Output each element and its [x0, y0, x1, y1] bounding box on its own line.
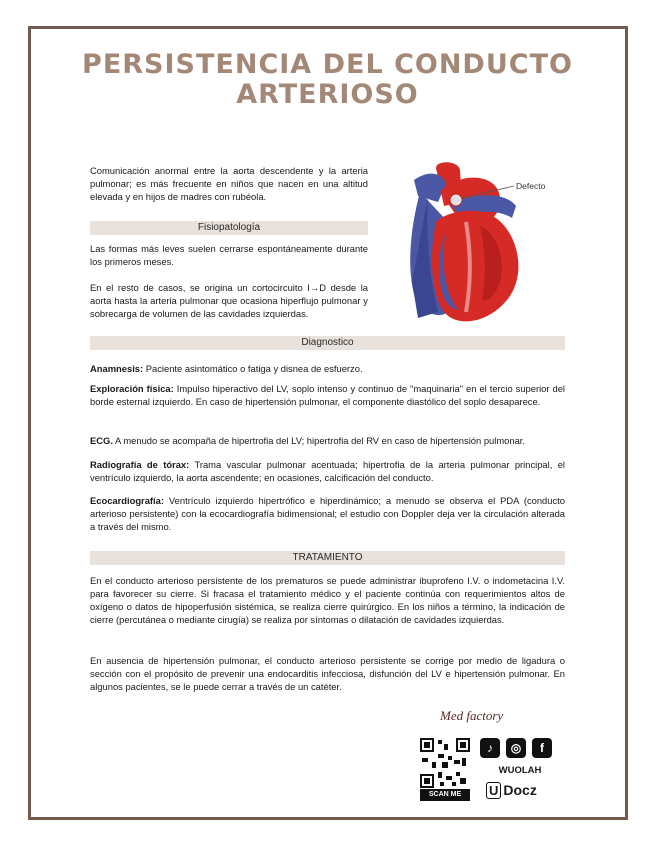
title-line-2: ARTERIOSO [236, 79, 419, 110]
wuolah-logo: WUOLAH [498, 765, 542, 776]
item-text: Paciente asintomático o fatiga y disnea de esfuerzo. [145, 363, 363, 374]
item-label: Ecocardiografía: [90, 495, 164, 506]
section-bar-fisiopatologia: Fisiopatología [90, 221, 368, 235]
diagnostico-item-ecg [90, 434, 565, 447]
tratamiento-paragraph-1: En el conducto arterioso persistente de los prematuros se puede administrar ibuprofeno I.V. o indometacina I.V. para favorecer su cierre. Si fracasa el tratamiento médico y el paciente continúa con requerimientos altos de oxígeno o datos de hipoperfusión sistémica, se realiza cierre quirúrgico. En los niños a término, la indicación de cierre (percutánea o mediante cirugía) se realiza por síntomas o dilatación de cavidades izquierdas. [90, 575, 565, 625]
brand-text: Med factory [440, 708, 504, 723]
item-label: Exploración física: [90, 383, 174, 394]
med-factory-logo [438, 700, 518, 730]
fisiopatologia-paragraph-2: En el resto de casos, se origina un cortocircuito I→D desde la aorta hasta la arteria pulmonar que ocasiona hiperflujo pulmonar y sobrecarga de volumen de las cavidades izquierdas. [90, 282, 368, 319]
defect-label: Defecto [516, 181, 546, 191]
diagnostico-item-radiografia [90, 458, 565, 484]
udocz-logo [486, 780, 556, 800]
item-label: Anamnesis: [90, 363, 144, 374]
facebook-icon[interactable]: f [532, 738, 552, 758]
intro-paragraph: Comunicación anormal entre la aorta descendente y la arteria pulmonar; es más frecuente en niños que nacen en una altitud elevada y en hijos de madres con rubéola. [90, 165, 368, 202]
item-label: ECG. [90, 435, 113, 446]
tratamiento-paragraph-2: En ausencia de hipertensión pulmonar, el conducto arterioso persistente se corrige por medio de ligadura o sección con el propósito de prevenir una endocarditis infecciosa, disfunción del LV e hipertensión pulmonar. En algunos pacientes, se le puede cerrar a través de un catéter. [90, 655, 565, 692]
item-label: Radiografía de tórax: [90, 459, 190, 470]
item-text: A menudo se acompaña de hipertrofia del LV; hipertrofia del RV en caso de hipertensión pulmonar. [115, 435, 525, 446]
scan-me-label: SCAN ME [420, 789, 470, 801]
item-text: Impulso hiperactivo del LV, soplo intenso y continuo de "maquinaria" en el tercio superior del borde esternal izquierdo. En caso de hipertensión pulmonar, el componente diastólico del soplo desaparece. [90, 383, 566, 407]
fisiopatologia-paragraph-1: Las formas más leves suelen cerrarse espontáneamente durante los primeros meses. [90, 243, 368, 267]
instagram-icon[interactable]: ◎ [506, 738, 526, 758]
udocz-text: Docz [503, 782, 537, 798]
section-bar-tratamiento: TRATAMIENTO [90, 551, 565, 565]
title-line-1: PERSISTENCIA DEL CONDUCTO [82, 49, 573, 80]
page-title [0, 50, 655, 110]
udocz-u-mark: U [486, 782, 501, 799]
section-bar-diagnostico: Diagnostico [90, 336, 565, 350]
item-text: Ventrículo izquierdo hipertrófico e hiperdinámico; a menudo se observa el PDA (conducto arterioso persistente) con la ecocardiografía bidimensional; el estudio con Doppler deja ver la circulación alterada a través del mismo. [90, 495, 565, 532]
diagnostico-item-exploracion [90, 382, 565, 408]
qr-code[interactable] [420, 738, 470, 788]
heart-illustration [388, 162, 578, 328]
item-text: Trama vascular pulmonar acentuada; hipertrofia de la arteria pulmonar principal, el ventrículo izquierdo, la aorta ascendente; en ocasiones, calcificación del conducto. [90, 459, 565, 483]
diagnostico-item-ecocardiografia [90, 494, 565, 533]
diagnostico-item-anamnesis [90, 362, 565, 375]
page-border [28, 26, 628, 820]
tiktok-icon[interactable]: ♪ [480, 738, 500, 758]
